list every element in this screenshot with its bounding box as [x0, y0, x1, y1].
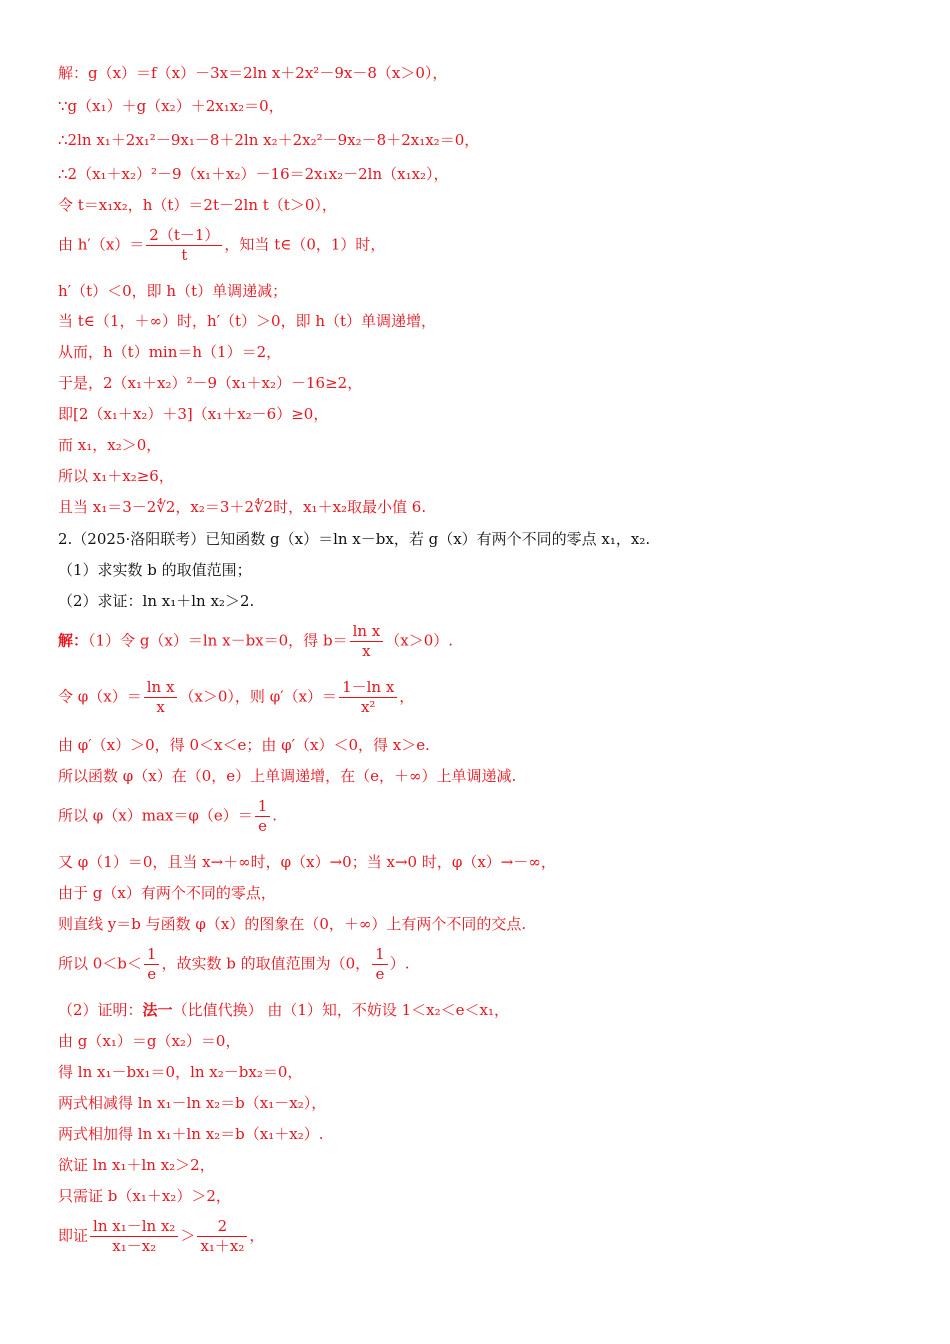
- fraction-line: [58, 945, 409, 984]
- fraction-denominator: e: [375, 965, 385, 983]
- fraction: [146, 226, 222, 265]
- solution-line: 令 t＝x₁x₂，h（t）＝2t－2ln t（t＞0），: [58, 196, 337, 214]
- fraction-numerator: 1－ln x: [339, 678, 397, 698]
- fraction-numerator: 2（t－1）: [146, 226, 222, 246]
- fraction-prefix: 即证: [58, 1226, 89, 1245]
- fraction-line: [58, 226, 385, 265]
- fraction-numerator: ln x: [350, 622, 384, 642]
- fraction-middle: ＞: [180, 1226, 196, 1245]
- solution-line: 两式相减得 ln x₁－ln x₂＝b（x₁－x₂），: [58, 1094, 327, 1112]
- fraction: [144, 678, 178, 717]
- fraction-line: [58, 678, 414, 717]
- fraction-denominator: t: [181, 246, 188, 264]
- fraction-prefix: 由 h′（x）＝: [58, 235, 145, 254]
- solution-line: 所以 x₁＋x₂≥6，: [58, 467, 174, 485]
- fraction-numerator: 1: [144, 945, 160, 965]
- fraction-numerator: 1: [255, 797, 271, 817]
- fraction-middle: ，故实数 b 的取值范围为（0，: [161, 954, 371, 973]
- fraction-prefix: 令 φ（x）＝: [58, 687, 142, 706]
- fraction-numerator: 1: [372, 945, 388, 965]
- fraction: [255, 797, 271, 836]
- proof-start-line: [58, 1000, 509, 1020]
- solution-line: 而 x₁，x₂＞0，: [58, 436, 162, 454]
- fraction-numerator: ln x₁－ln x₂: [90, 1217, 178, 1237]
- fraction-denominator: e: [147, 965, 157, 983]
- fraction-suffix: ，: [399, 687, 415, 706]
- fraction: [350, 622, 384, 661]
- fraction-line: [58, 1217, 264, 1256]
- solution-line: 又 φ（1）＝0，且当 x→＋∞时，φ（x）→0；当 x→0 时，φ（x）→－∞，: [58, 853, 556, 871]
- problem-statement: 2.（2025·洛阳联考）已知函数 g（x）＝ln x－bx，若 g（x）有两个不同的零点 x₁，x₂.: [58, 530, 651, 548]
- solution-line: 由 φ′（x）＞0，得 0＜x＜e；由 φ′（x）＜0，得 x＞e.: [58, 736, 430, 754]
- fraction-prefix: 所以 0＜b＜: [58, 954, 142, 973]
- solution-line: 从而，h（t）min＝h（1）＝2，: [58, 343, 282, 361]
- proof-label: （2）证明：: [58, 1001, 143, 1019]
- fraction-denominator: x₁－x₂: [112, 1237, 157, 1255]
- solution-line: 则直线 y＝b 与函数 φ（x）的图象在（0，＋∞）上有两个不同的交点.: [58, 915, 527, 933]
- fraction-suffix: ）.: [389, 954, 410, 973]
- fraction-denominator: x: [362, 642, 371, 660]
- solution-line: 得 ln x₁－bx₁＝0，ln x₂－bx₂＝0，: [58, 1063, 303, 1081]
- fraction: [90, 1217, 178, 1256]
- solution-line: 两式相加得 ln x₁＋ln x₂＝b（x₁＋x₂）.: [58, 1125, 324, 1143]
- fraction-denominator: x²: [360, 698, 376, 716]
- fraction: [144, 945, 160, 984]
- solution-line: 由 g（x₁）＝g（x₂）＝0，: [58, 1032, 241, 1050]
- proof-text: （比值代换） 由（1）知，不妨设 1＜x₂＜e＜x₁，: [172, 1001, 510, 1019]
- fraction-line: [58, 622, 453, 661]
- fraction-suffix: ，知当 t∈（0，1）时，: [224, 235, 386, 254]
- fraction-prefix: 所以 φ（x）max＝φ（e）＝: [58, 806, 253, 825]
- fraction-suffix: .: [272, 806, 278, 825]
- solution-line: 当 t∈（1，＋∞）时，h′（t）＞0，即 h（t）单调递增，: [58, 312, 437, 330]
- fraction-denominator: x: [156, 698, 165, 716]
- fraction: [339, 678, 397, 717]
- fraction-denominator: e: [258, 817, 267, 835]
- fraction: [372, 945, 388, 984]
- problem-part-2: （2）求证：ln x₁＋ln x₂＞2.: [58, 592, 255, 610]
- solution-line: 只需证 b（x₁＋x₂）＞2，: [58, 1187, 231, 1205]
- fraction-prefix: （1）令 g（x）＝ln x－bx＝0，得 b＝: [88, 631, 348, 650]
- solution-line: ∴2ln x₁＋2x₁²－9x₁－8＋2ln x₂＋2x₂²－9x₂－8＋2x₁x₂＝0，: [58, 131, 480, 149]
- fraction-line: [58, 797, 277, 836]
- fraction-numerator: 2: [197, 1217, 247, 1237]
- solution-line: ∵g（x₁）＋g（x₂）＋2x₁x₂＝0，: [58, 97, 284, 115]
- problem-part-1: （1）求实数 b 的取值范围；: [58, 561, 252, 579]
- fraction-denominator: x₁＋x₂: [200, 1237, 245, 1255]
- fraction-suffix: （x＞0）.: [385, 631, 454, 650]
- solution-line: 由于 g（x）有两个不同的零点，: [58, 884, 276, 902]
- method-label: 法一: [142, 1001, 173, 1019]
- fraction: [197, 1217, 247, 1256]
- solution-line: ∴2（x₁＋x₂）²－9（x₁＋x₂）－16＝2x₁x₂－2ln（x₁x₂），: [58, 165, 449, 183]
- solution-line: h′（t）＜0，即 h（t）单调递减；: [58, 282, 288, 300]
- solution-line: 即[2（x₁＋x₂）＋3]（x₁＋x₂－6）≥0，: [58, 405, 329, 423]
- solution-line: 欲证 ln x₁＋ln x₂＞2，: [58, 1156, 215, 1174]
- fraction-numerator: ln x: [144, 678, 178, 698]
- solution-label: 解：: [58, 631, 89, 650]
- solution-line: 且当 x₁＝3－2∜2，x₂＝3＋2∜2时，x₁＋x₂取最小值 6.: [58, 498, 427, 516]
- fraction-middle: （x＞0），则 φ′（x）＝: [179, 687, 338, 706]
- solution-line: 解：g（x）＝f（x）－3x＝2ln x＋2x²－9x－8（x＞0），: [58, 64, 448, 82]
- fraction-suffix: ，: [249, 1226, 265, 1245]
- solution-line: 所以函数 φ（x）在（0，e）上单调递增，在（e，＋∞）上单调递减.: [58, 767, 517, 785]
- solution-line: 于是，2（x₁＋x₂）²－9（x₁＋x₂）－16≥2，: [58, 374, 363, 392]
